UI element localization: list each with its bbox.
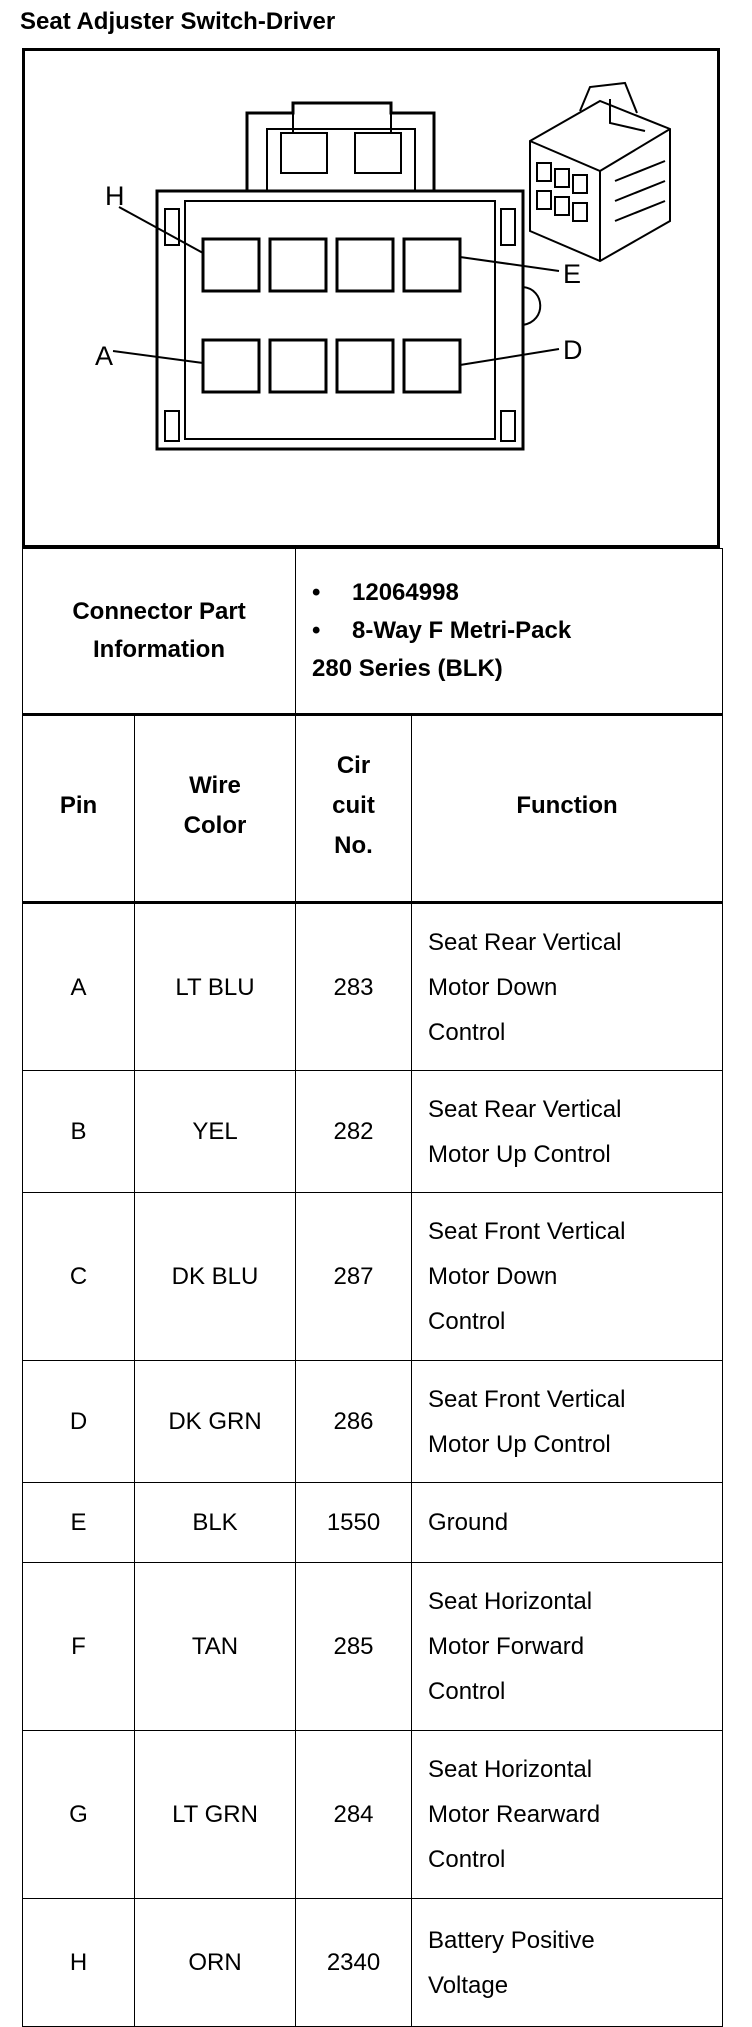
function-cell bbox=[412, 1563, 723, 1731]
connector-diagram bbox=[22, 48, 720, 548]
pinout-table bbox=[22, 548, 723, 2027]
function-line: Motor Forward bbox=[428, 1633, 585, 1660]
function-line: Seat Front Vertical bbox=[428, 1385, 626, 1413]
function-cell bbox=[412, 1361, 723, 1483]
function-line: Motor Down bbox=[428, 1263, 558, 1290]
connector-face-drawing bbox=[25, 51, 717, 545]
wire-color-cell: TAN bbox=[135, 1563, 296, 1731]
function-line: Battery Positive bbox=[428, 1926, 595, 1954]
function-line: Motor Up Control bbox=[428, 1430, 611, 1458]
connector-info-label: Connector Part Information bbox=[23, 549, 296, 715]
function-cell bbox=[412, 1483, 723, 1563]
wire-color-cell: DK GRN bbox=[135, 1361, 296, 1483]
pin-cell: B bbox=[23, 1071, 135, 1193]
function-cell bbox=[412, 1899, 723, 2027]
function-line: Control bbox=[428, 1018, 506, 1046]
table-row bbox=[23, 1071, 723, 1193]
table-row bbox=[23, 1563, 723, 1731]
pin-cell: A bbox=[23, 903, 135, 1071]
function-line: Control bbox=[428, 1308, 506, 1335]
circuit-cell: 2340 bbox=[296, 1899, 412, 2027]
function-line: Ground bbox=[428, 1509, 509, 1536]
pin-label-d: D bbox=[563, 335, 583, 365]
connector-type: 8-Way F Metri-Pack bbox=[352, 617, 572, 644]
wire-color-cell: ORN bbox=[135, 1899, 296, 2027]
wire-color-cell: YEL bbox=[135, 1071, 296, 1193]
table-row bbox=[23, 1899, 723, 2027]
function-cell bbox=[412, 903, 723, 1071]
header-pin: Pin bbox=[23, 715, 135, 903]
circuit-cell: 285 bbox=[296, 1563, 412, 1731]
part-number: 12064998 bbox=[352, 579, 459, 606]
wire-color-cell: LT GRN bbox=[135, 1731, 296, 1899]
wire-color-cell: LT BLU bbox=[135, 903, 296, 1071]
pin-label-h: H bbox=[105, 181, 125, 211]
header-function: Function bbox=[412, 715, 723, 903]
function-line: Seat Horizontal bbox=[428, 1756, 593, 1783]
function-cell bbox=[412, 1193, 723, 1361]
pin-label-e: E bbox=[563, 259, 582, 289]
table-row bbox=[23, 903, 723, 1071]
circuit-cell: 1550 bbox=[296, 1483, 412, 1563]
function-line: Motor Up Control bbox=[428, 1140, 611, 1168]
page-title: Seat Adjuster Switch-Driver bbox=[20, 8, 336, 35]
connector-3d-thumbnail bbox=[530, 83, 670, 261]
table-row bbox=[23, 1483, 723, 1563]
table-header-row bbox=[23, 715, 723, 903]
wire-color-cell: BLK bbox=[135, 1483, 296, 1563]
connector-info-details: • 12064998 • 8-Way F Metri-Pack 280 Series (BLK) bbox=[296, 549, 723, 715]
function-line: Control bbox=[428, 1678, 506, 1705]
connector-info-row bbox=[23, 549, 723, 715]
circuit-cell: 283 bbox=[296, 903, 412, 1071]
wire-color-cell: DK BLU bbox=[135, 1193, 296, 1361]
pin-cell: H bbox=[23, 1899, 135, 2027]
function-line: Voltage bbox=[428, 1971, 509, 1999]
connector-series: 280 Series (BLK) bbox=[312, 655, 503, 682]
pin-cell: D bbox=[23, 1361, 135, 1483]
circuit-cell: 287 bbox=[296, 1193, 412, 1361]
pin-cell: C bbox=[23, 1193, 135, 1361]
circuit-cell: 284 bbox=[296, 1731, 412, 1899]
pin-cell: F bbox=[23, 1563, 135, 1731]
header-wire-color: Wire Color bbox=[135, 715, 296, 903]
table-row bbox=[23, 1361, 723, 1483]
function-line: Seat Rear Vertical bbox=[428, 928, 622, 956]
pin-label-a: A bbox=[95, 341, 114, 371]
function-line: Motor Rearward bbox=[428, 1801, 601, 1828]
circuit-cell: 286 bbox=[296, 1361, 412, 1483]
function-cell bbox=[412, 1731, 723, 1899]
header-circuit-no: Cir cuit No. bbox=[296, 715, 412, 903]
function-line: Control bbox=[428, 1846, 506, 1873]
function-line: Seat Horizontal bbox=[428, 1588, 593, 1615]
table-row bbox=[23, 1731, 723, 1899]
circuit-cell: 282 bbox=[296, 1071, 412, 1193]
pin-cell: E bbox=[23, 1483, 135, 1563]
pin-cell: G bbox=[23, 1731, 135, 1899]
table-row bbox=[23, 1193, 723, 1361]
function-cell bbox=[412, 1071, 723, 1193]
function-line: Seat Front Vertical bbox=[428, 1218, 626, 1245]
function-line: Motor Down bbox=[428, 973, 558, 1001]
function-line: Seat Rear Vertical bbox=[428, 1095, 622, 1123]
